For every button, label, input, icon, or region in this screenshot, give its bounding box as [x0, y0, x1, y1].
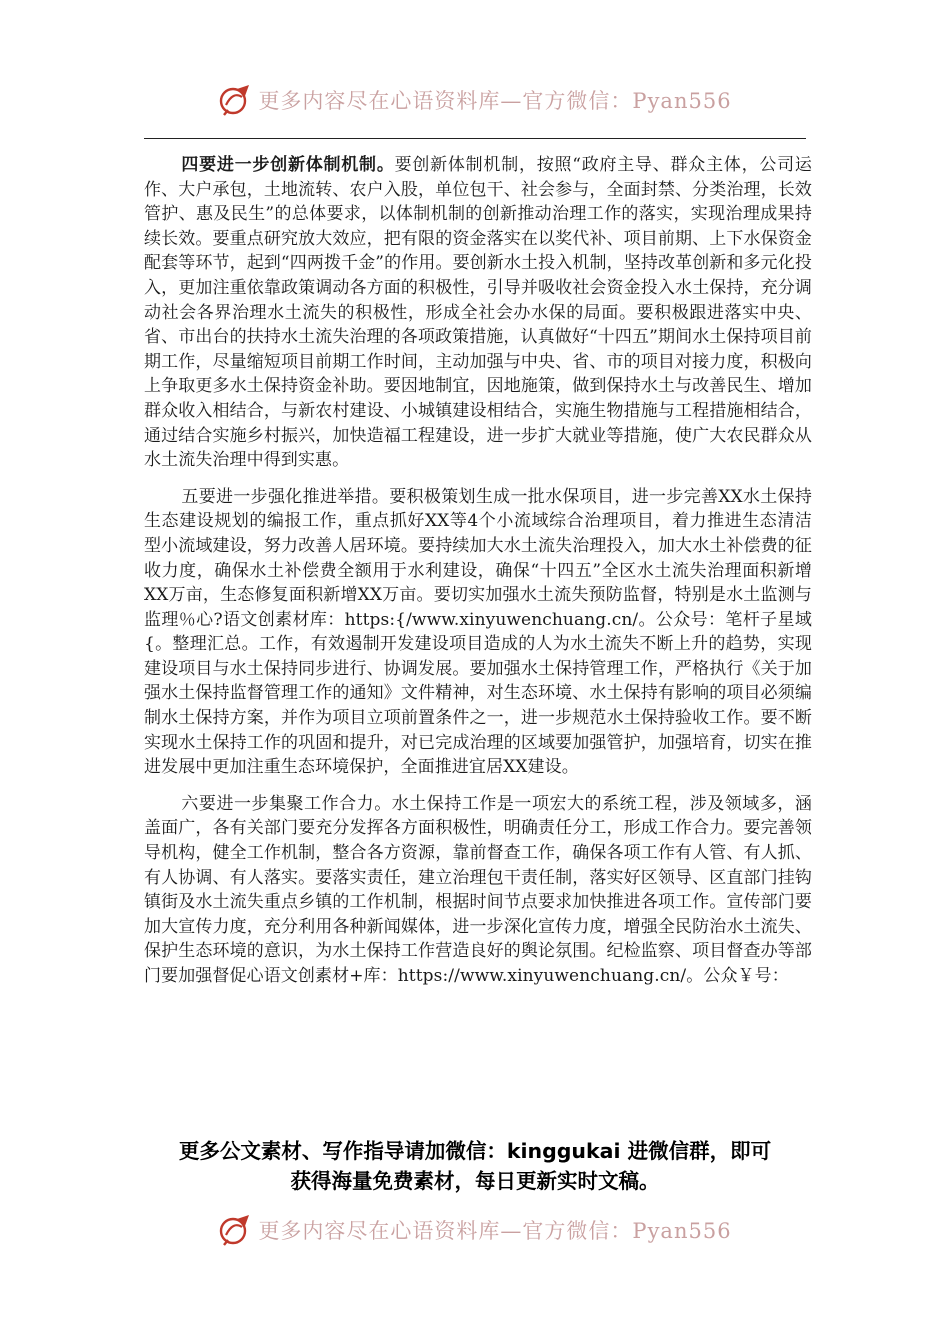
paragraph-4-body: 要创新体制机制，按照“政府主导、群众主体，公司运作、大户承包，土地流转、农户入股，单位包干、社会参与，全面封禁、分类治理，长效管护、惠及民生”的总体要求，以体制机制的创新推动治理工作的落实，实现治理成果持续长效。要重点研究放大效应，把有限的资金落实在以奖代补、项目前期、上下水保资金配套等环节，起到“四两拨千金”的作用。要创新水土投入机制，坚持改革创新和多元化投入，更加注重依靠政策调动各方面的积极性，引导并吸收社会资金投入水土保持，充分调动社会各界治理水土流失的积极性，形成全社会办水保的局面。要积极跟进落实中央、省、市出台的扶持水土流失治理的各项政策措施，认真做好“十四五”期间水土保持项目前期工作，尽量缩短项目前期工作时间，主动加强与中央、省、市的项目对接力度，积极向上争取更多水土保持资金补助。要因地制宜，因地施策，做到保持水土与改善民生、增加群众收入相结合，与新农村建设、小城镇建设相结合，实施生物措施与工程措施相结合，通过结合实施乡村振兴，加快造福工程建设，进一步扩大就业等措施，使广大农民群众从水土流失治理中得到实惠。	[144, 155, 813, 471]
document-body	[144, 153, 812, 1001]
header-banner-text: 更多内容尽在心语资料库—官方微信：Pyan556	[258, 89, 732, 113]
header-divider	[144, 138, 806, 139]
promo-notice	[150, 1136, 800, 1196]
paragraph-6-body: 六要进一步集聚工作合力。水土保持工作是一项宏大的系统工程，涉及领域多，涵盖面广，各有关部门要充分发挥各方面积极性，明确责任分工，形成工作合力。要完善领导机构，健全工作机制，整合各方资源，靠前督查工作，确保各项工作有人管、有人抓、有人协调、有人落实。要落实责任，建立治理包干责任制，落实好区领导、区直部门挂钩镇街及水土流失重点乡镇的工作机制，根据时间节点要求加快推进各项工作。宣传部门要加大宣传力度，充分利用各种新闻媒体，进一步深化宣传力度，增强全民防治水土流失、保护生态环境的意识，为水土保持工作营造良好的舆论氛围。纪检监察、项目督查办等部门要加强督促心语文创素材+库：https://www.xinyuwenchuang.cn/。公众￥号：	[144, 793, 812, 986]
header-banner	[0, 80, 950, 120]
pen-scroll-logo-icon	[218, 83, 252, 117]
pen-scroll-logo-icon-footer	[218, 1213, 252, 1247]
paragraph-5	[144, 485, 812, 780]
promo-line-1: 更多公文素材、写作指导请加微信：kinggukai 进微信群，即可	[178, 1139, 772, 1163]
paragraph-4	[144, 153, 812, 473]
footer-banner	[0, 1210, 950, 1250]
footer-banner-text: 更多内容尽在心语资料库—官方微信：Pyan556	[258, 1219, 732, 1243]
paragraph-4-lead: 四要进一步创新体制机制。	[181, 155, 395, 175]
paragraph-6	[144, 792, 812, 989]
paragraph-5-body: 五要进一步强化推进举措。要积极策划生成一批水保项目，进一步完善XX水土保持生态建设规划的编报工作，重点抓好XX等4个小流域综合治理项目，着力推进生态清洁型小流域建设，努力改善人居环境。要持续加大水土流失治理投入，加大水土补偿费的征收力度，确保水土补偿费全额用于水利建设，确保“十四五”全区水土流失治理面积新增XX万亩，生态修复面积新增XX万亩。要切实加强水土流失预防监督，特别是水土监测与监理％心?语文创素材库：https:{/www.xinyuwenchuang.cn/。公众号：笔杆子星域{。整理汇总。工作，有效遏制开发建设项目造成的人为水土流失不断上升的趋势，实现建设项目与水土保持同步进行、协调发展。要加强水土保持管理工作，严格执行《关于加强水土保持监督管理工作的通知》文件精神，对生态环境、水土保持有影响的项目必须编制水土保持方案，并作为项目立项前置条件之一，进一步规范水土保持验收工作。要不断实现水土保持工作的巩固和提升，对已完成治理的区域要加强管护，加强培育，切实在推进发展中更加注重生态环境保护，全面推进宜居XX建设。	[144, 486, 812, 778]
promo-line-2: 获得海量免费素材，每日更新实时文稿。	[290, 1169, 660, 1193]
